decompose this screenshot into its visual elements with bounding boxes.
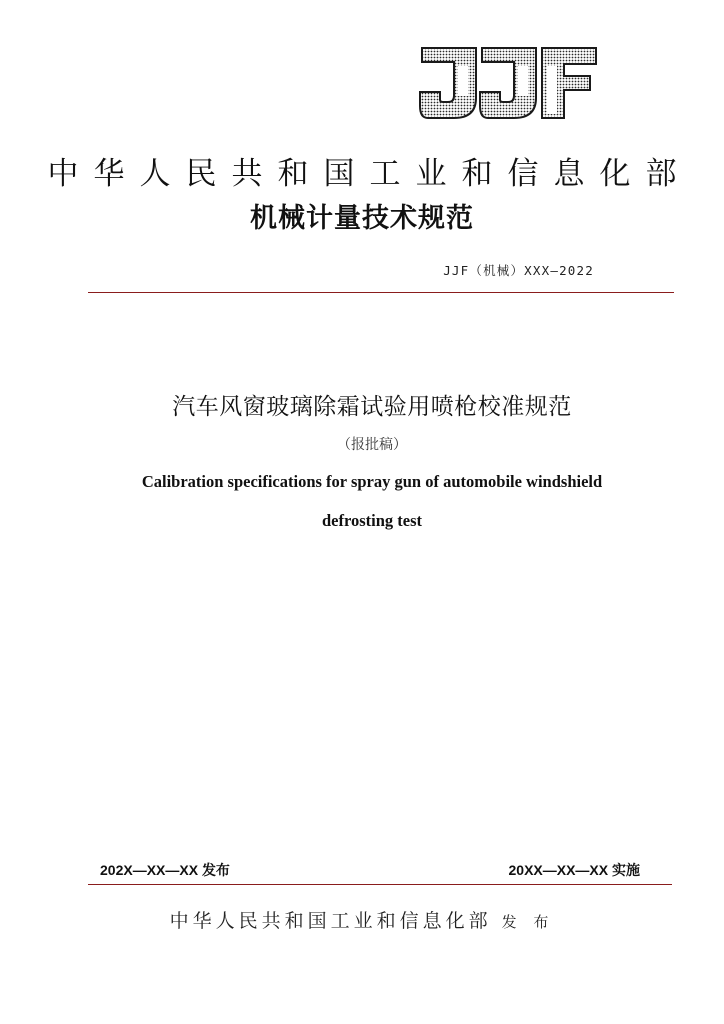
publish-word: 发 布	[501, 913, 555, 931]
document-code: JJF（机械）XXX—2022	[443, 263, 594, 278]
release-date: 202X—XX—XX 发布	[100, 862, 230, 878]
document-title-chinese: 汽车风窗玻璃除霜试验用喷枪校准规范	[172, 394, 572, 420]
document-title-english-line1: Calibration specifications for spray gun of automobile windshield	[141, 472, 603, 491]
publisher-name: 中华人民共和国工业和信息化部	[169, 910, 492, 932]
publisher-line	[0, 906, 724, 933]
footer-divider	[88, 884, 672, 885]
draft-status: （报批稿）	[337, 437, 407, 453]
document-title-english-line2: defrosting test	[321, 511, 423, 530]
implementation-date: 20XX—XX—XX 实施	[508, 862, 640, 878]
specification-type: 机械计量技术规范	[250, 203, 474, 234]
header-divider	[88, 292, 674, 293]
ministry-name: 中华人民共和国工业和信息化部	[47, 156, 692, 192]
jjf-logo	[418, 44, 598, 122]
